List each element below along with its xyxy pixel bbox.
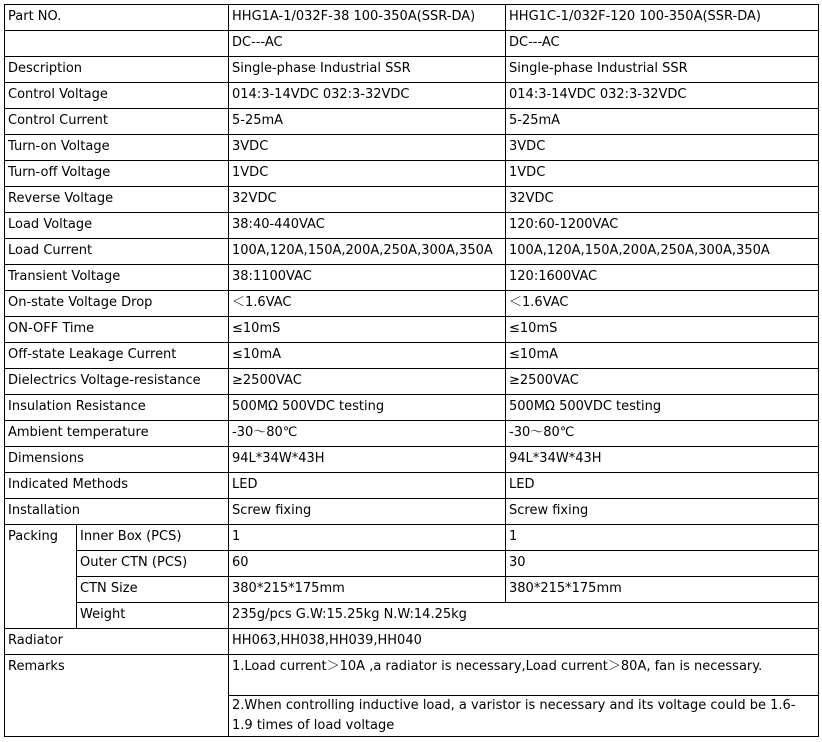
row-value-col2: ＜1.6VAC — [506, 291, 819, 317]
remarks-label: Remarks — [5, 655, 229, 737]
packing-outer-row — [5, 551, 819, 577]
row-value-col1: ≤10mS — [229, 317, 506, 343]
header-row — [5, 5, 819, 31]
table-row — [5, 395, 819, 421]
row-label: Turn-off Voltage — [5, 161, 229, 187]
row-value-col1: 32VDC — [229, 187, 506, 213]
row-value-col1: 3VDC — [229, 135, 506, 161]
row-value-col2: Single-phase Industrial SSR — [506, 57, 819, 83]
part-no-col2: HHG1C-1/032F-120 100-350A(SSR-DA) — [506, 5, 819, 31]
row-value-col2: Screw fixing — [506, 499, 819, 525]
table-row — [5, 83, 819, 109]
row-value-col1: ≤10mA — [229, 343, 506, 369]
row-label: Dimensions — [5, 447, 229, 473]
remarks-line-1: 1.Load current＞10A ,a radiator is necessary,Load current＞80A, fan is necessary. — [229, 655, 819, 696]
row-label: Control Current — [5, 109, 229, 135]
radiator-label: Radiator — [5, 629, 229, 655]
row-value-col2: -30～80℃ — [506, 421, 819, 447]
row-value-col2: 120:1600VAC — [506, 265, 819, 291]
row-label: Ambient temperature — [5, 421, 229, 447]
table-row — [5, 499, 819, 525]
row-value-col1: LED — [229, 473, 506, 499]
row-label: Off-state Leakage Current — [5, 343, 229, 369]
row-value-col1: 38:1100VAC — [229, 265, 506, 291]
remarks-line-2: 2.When controlling inductive load, a varistor is necessary and its voltage could be 1.6-1.9 times of load voltage — [229, 696, 819, 737]
row-label: Insulation Resistance — [5, 395, 229, 421]
row-label: ON-OFF Time — [5, 317, 229, 343]
row-value-col2: 1VDC — [506, 161, 819, 187]
sub-header-col1: DC---AC — [229, 31, 506, 57]
packing-inner-row — [5, 525, 819, 551]
ctn-size-col2: 380*215*175mm — [506, 577, 819, 603]
radiator-row — [5, 629, 819, 655]
row-value-col2: 3VDC — [506, 135, 819, 161]
row-value-col1: Single-phase Industrial SSR — [229, 57, 506, 83]
row-label: Installation — [5, 499, 229, 525]
row-label: On-state Voltage Drop — [5, 291, 229, 317]
table-row — [5, 421, 819, 447]
row-value-col2: 120:60-1200VAC — [506, 213, 819, 239]
remarks-row-1 — [5, 655, 819, 696]
weight-value: 235g/pcs G.W:15.25kg N.W:14.25kg — [229, 603, 819, 629]
row-value-col1: 38:40-440VAC — [229, 213, 506, 239]
table-row — [5, 187, 819, 213]
table-row — [5, 135, 819, 161]
row-value-col1: ≥2500VAC — [229, 369, 506, 395]
row-value-col1: 1VDC — [229, 161, 506, 187]
sub-header-row — [5, 31, 819, 57]
row-value-col1: -30～80℃ — [229, 421, 506, 447]
inner-box-col1: 1 — [229, 525, 506, 551]
row-label: Transient Voltage — [5, 265, 229, 291]
row-label: Turn-on Voltage — [5, 135, 229, 161]
row-value-col2: 32VDC — [506, 187, 819, 213]
row-label: Indicated Methods — [5, 473, 229, 499]
packing-weight-row — [5, 603, 819, 629]
row-value-col2: ≤10mA — [506, 343, 819, 369]
row-value-col2: 014:3-14VDC 032:3-32VDC — [506, 83, 819, 109]
ctn-size-label: CTN Size — [77, 577, 229, 603]
outer-ctn-label: Outer CTN (PCS) — [77, 551, 229, 577]
row-value-col2: LED — [506, 473, 819, 499]
row-value-col1: 014:3-14VDC 032:3-32VDC — [229, 83, 506, 109]
ctn-size-col1: 380*215*175mm — [229, 577, 506, 603]
row-value-col2: 500MΩ 500VDC testing — [506, 395, 819, 421]
row-value-col1: Screw fixing — [229, 499, 506, 525]
row-value-col1: 500MΩ 500VDC testing — [229, 395, 506, 421]
table-row — [5, 109, 819, 135]
table-row — [5, 239, 819, 265]
inner-box-label: Inner Box (PCS) — [77, 525, 229, 551]
row-label: Load Current — [5, 239, 229, 265]
table-row — [5, 317, 819, 343]
table-row — [5, 291, 819, 317]
row-label: Load Voltage — [5, 213, 229, 239]
row-label: Description — [5, 57, 229, 83]
table-row — [5, 57, 819, 83]
row-value-col1: 94L*34W*43H — [229, 447, 506, 473]
row-label: Control Voltage — [5, 83, 229, 109]
row-value-col1: 5-25mA — [229, 109, 506, 135]
row-label: Dielectrics Voltage-resistance — [5, 369, 229, 395]
sub-header-empty — [5, 31, 229, 57]
table-row — [5, 369, 819, 395]
row-value-col2: ≤10mS — [506, 317, 819, 343]
row-value-col1: 100A,120A,150A,200A,250A,300A,350A — [229, 239, 506, 265]
packing-ctn-row — [5, 577, 819, 603]
table-row — [5, 265, 819, 291]
row-value-col2: 5-25mA — [506, 109, 819, 135]
row-value-col2: 94L*34W*43H — [506, 447, 819, 473]
table-row — [5, 447, 819, 473]
packing-label: Packing — [5, 525, 77, 629]
weight-label: Weight — [77, 603, 229, 629]
table-row — [5, 161, 819, 187]
row-value-col2: 100A,120A,150A,200A,250A,300A,350A — [506, 239, 819, 265]
table-row — [5, 473, 819, 499]
inner-box-col2: 1 — [506, 525, 819, 551]
row-value-col2: ≥2500VAC — [506, 369, 819, 395]
spec-table — [4, 4, 819, 737]
part-no-col1: HHG1A-1/032F-38 100-350A(SSR-DA) — [229, 5, 506, 31]
sub-header-col2: DC---AC — [506, 31, 819, 57]
table-row — [5, 213, 819, 239]
row-value-col1: ＜1.6VAC — [229, 291, 506, 317]
table-row — [5, 343, 819, 369]
outer-ctn-col2: 30 — [506, 551, 819, 577]
part-no-label: Part NO. — [5, 5, 229, 31]
outer-ctn-col1: 60 — [229, 551, 506, 577]
radiator-value: HH063,HH038,HH039,HH040 — [229, 629, 819, 655]
row-label: Reverse Voltage — [5, 187, 229, 213]
